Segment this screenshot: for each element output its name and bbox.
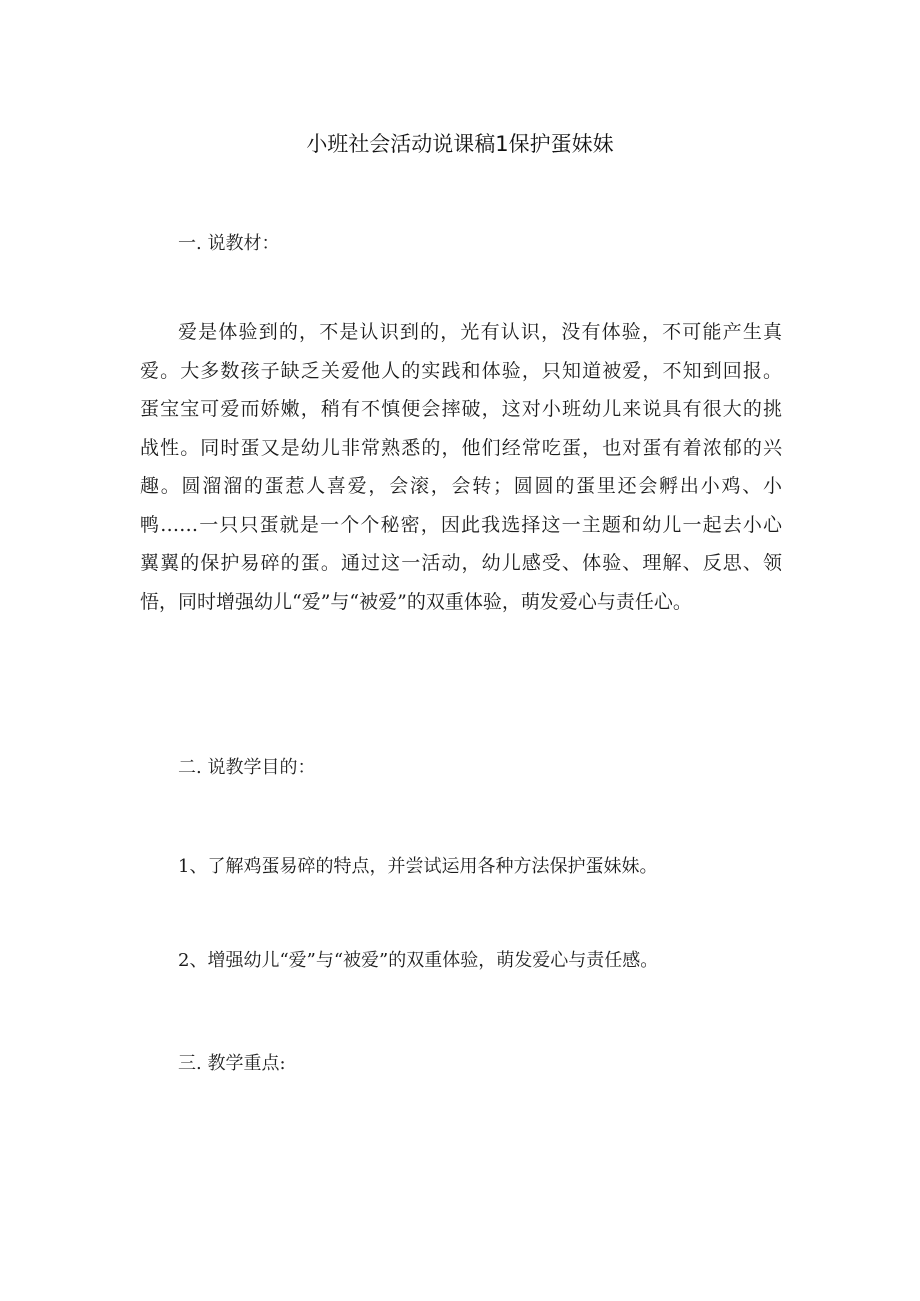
paragraph-line: 翼翼的保护易碎的蛋。通过这一活动，幼儿感受、体验、理解、反思、领 — [140, 552, 782, 574]
paragraph-line: 蛋宝宝可爱而娇嫩，稍有不慎便会摔破，这对小班幼儿来说具有很大的挑 — [140, 398, 782, 420]
section-heading-objectives: 二. 说教学目的： — [178, 757, 316, 778]
paragraph-line: 爱是体验到的，不是认识到的，光有认识，没有体验，不可能产生真 — [178, 321, 782, 343]
materials-paragraph — [140, 313, 782, 621]
section-heading-materials: 一. 说教材： — [178, 233, 280, 254]
paragraph-line: 悟，同时增强幼儿“爱”与“被爱”的双重体验，萌发爱心与责任心。 — [140, 590, 692, 613]
section-heading-key-points: 三. 教学重点: — [178, 1053, 286, 1074]
document-title: 小班社会活动说课稿1保护蛋妹妹 — [306, 132, 614, 156]
objective-item: 2、增强幼儿“爱”与“被爱”的双重体验，萌发爱心与责任感。 — [178, 950, 659, 971]
objective-item: 1、了解鸡蛋易碎的特点，并尝试运用各种方法保护蛋妹妹。 — [178, 856, 658, 877]
paragraph-line: 趣。圆溜溜的蛋惹人喜爱，会滚，会转；圆圆的蛋里还会孵出小鸡、小 — [140, 475, 782, 497]
paragraph-line: 鸭……一只只蛋就是一个个秘密，因此我选择这一主题和幼儿一起去小心 — [140, 513, 782, 536]
paragraph-line: 战性。同时蛋又是幼儿非常熟悉的，他们经常吃蛋，也对蛋有着浓郁的兴 — [140, 436, 782, 459]
paragraph-line: 爱。大多数孩子缺乏关爱他人的实践和体验，只知道被爱，不知到回报。 — [140, 359, 782, 382]
